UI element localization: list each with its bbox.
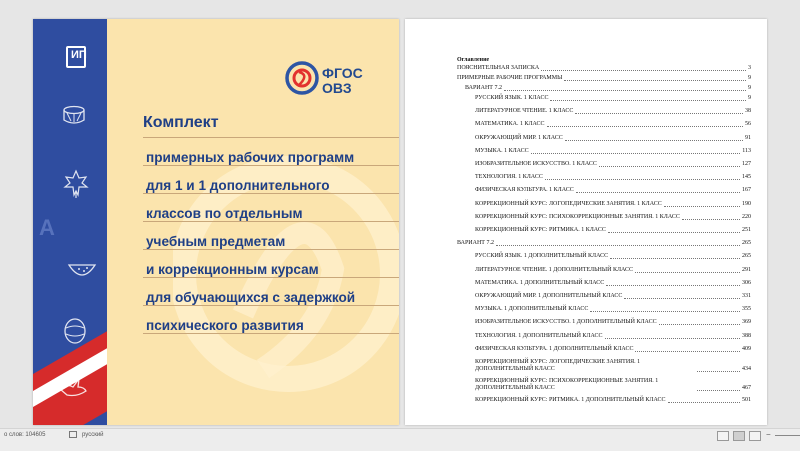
toc-entry[interactable] bbox=[475, 121, 751, 128]
toc-title: Оглавление bbox=[457, 57, 490, 63]
toc-leader-dots bbox=[624, 298, 740, 299]
toc-leader-dots bbox=[668, 402, 740, 403]
publisher-logo-letters: ИП bbox=[71, 49, 87, 61]
toc-entry-page: 409 bbox=[742, 345, 751, 352]
cover-title: Комплект bbox=[143, 114, 219, 131]
cover-subtitle-line: и коррекционным курсам bbox=[146, 262, 319, 277]
toc-entry-page: 167 bbox=[742, 187, 751, 194]
toc-leader-dots bbox=[697, 390, 740, 391]
toc-entry-page: 145 bbox=[742, 174, 751, 181]
toc-entry-label: КОРРЕКЦИОННЫЙ КУРС: ПСИХОКОРРЕКЦИОННЫЕ ЗАНЯТИЯ. 1 КЛАСС bbox=[475, 213, 680, 220]
toc-leader-dots bbox=[496, 245, 740, 246]
dove-icon bbox=[57, 375, 89, 399]
toc-leader-dots bbox=[599, 166, 740, 167]
toc-entry-label: ПОЯСНИТЕЛЬНАЯ ЗАПИСКА bbox=[457, 65, 540, 71]
toc-entry-label: МАТЕМАТИКА. 1 КЛАСС bbox=[475, 121, 545, 128]
toc-entry-page: 355 bbox=[742, 306, 751, 313]
toc-leader-dots bbox=[576, 192, 740, 193]
toc-entry-page: 9 bbox=[748, 95, 751, 101]
web-layout-button[interactable] bbox=[749, 431, 761, 441]
toc-entry-label: ОКРУЖАЮЩИЙ МИР. 1 КЛАСС bbox=[475, 134, 563, 141]
toc-entry[interactable] bbox=[475, 333, 751, 340]
toc-entry-page: 190 bbox=[742, 200, 751, 207]
toc-entry-page: 38 bbox=[745, 108, 751, 115]
fgos-ovz-logo-icon bbox=[285, 61, 319, 95]
toc-leader-dots bbox=[635, 272, 740, 273]
toc-leader-dots bbox=[575, 113, 743, 114]
cover-subtitle-line: психического развития bbox=[146, 318, 304, 333]
toc-entry[interactable] bbox=[475, 280, 751, 287]
toc-entry[interactable] bbox=[475, 214, 751, 221]
divider-line bbox=[143, 249, 399, 250]
toc-page bbox=[405, 19, 767, 425]
toc-leader-dots bbox=[635, 351, 740, 352]
toc-leader-dots bbox=[605, 338, 740, 339]
toc-leader-dots bbox=[590, 311, 740, 312]
toc-leader-dots bbox=[564, 80, 746, 81]
toc-entry-label: ВАРИАНТ 7.2 bbox=[465, 85, 502, 91]
toc-leader-dots bbox=[545, 179, 740, 180]
divider-line bbox=[143, 137, 399, 138]
toc-entry[interactable] bbox=[457, 240, 751, 247]
toc-entry[interactable] bbox=[475, 253, 751, 260]
toc-entry[interactable] bbox=[475, 397, 751, 404]
toc-entry[interactable] bbox=[475, 201, 751, 208]
toc-entry-page: 434 bbox=[742, 366, 751, 372]
toc-entry[interactable] bbox=[457, 65, 751, 72]
toc-entry[interactable] bbox=[475, 319, 751, 326]
toc-leader-dots bbox=[664, 206, 740, 207]
proofing-icon[interactable] bbox=[69, 431, 77, 438]
toc-leader-dots bbox=[565, 140, 743, 141]
toc-leader-dots bbox=[504, 90, 746, 91]
toc-entry[interactable] bbox=[457, 75, 751, 82]
toc-entry-page: 220 bbox=[742, 213, 751, 220]
toc-entry[interactable] bbox=[475, 306, 751, 313]
divider-line bbox=[143, 165, 399, 166]
divider-line bbox=[143, 305, 399, 306]
toc-entry-label: РУССКИЙ ЯЗЫК. 1 КЛАСС bbox=[475, 95, 549, 101]
toc-leader-dots bbox=[682, 219, 740, 220]
toc-entry-label: ЛИТЕРАТУРНОЕ ЧТЕНИЕ. 1 ДОПОЛНИТЕЛЬНЫЙ КЛАСС bbox=[475, 266, 634, 273]
toc-entry[interactable] bbox=[475, 378, 751, 392]
toc-entry[interactable] bbox=[475, 108, 751, 115]
toc-entry-page: 331 bbox=[742, 293, 751, 299]
letter-a-icon: A bbox=[39, 215, 55, 240]
drum-icon bbox=[61, 101, 87, 127]
toc-leader-dots bbox=[541, 70, 746, 71]
toc-leader-dots bbox=[659, 324, 740, 325]
publisher-logo bbox=[66, 46, 86, 68]
toc-entry[interactable] bbox=[475, 359, 751, 373]
toc-entry-label: КОРРЕКЦИОННЫЙ КУРС: РИТМИКА. 1 КЛАСС bbox=[475, 227, 606, 233]
toc-entry[interactable] bbox=[475, 267, 751, 274]
zoom-out-button[interactable]: − bbox=[766, 430, 771, 439]
fgos-ovz-label bbox=[322, 66, 363, 96]
word-count[interactable]: о слов: 104605 bbox=[4, 432, 46, 438]
cover-subtitle-line: для обучающихся с задержкой bbox=[146, 290, 356, 305]
toc-entry-page: 265 bbox=[742, 240, 751, 247]
toc-entry-label: МУЗЫКА. 1 КЛАСС bbox=[475, 147, 529, 154]
toc-entry-label: ОКРУЖАЮЩИЙ МИР. 1 ДОПОЛНИТЕЛЬНЫЙ КЛАСС bbox=[475, 293, 623, 299]
toc-entry-label: ТЕХНОЛОГИЯ. 1 ДОПОЛНИТЕЛЬНЫЙ КЛАСС bbox=[475, 332, 603, 339]
toc-entry-label: КОРРЕКЦИОННЫЙ КУРС: ЛОГОПЕДИЧЕСКИЕ ЗАНЯТИЯ. 1 КЛАСС bbox=[475, 200, 662, 207]
toc-entry-page: 501 bbox=[742, 397, 751, 403]
toc-leader-dots bbox=[531, 153, 741, 154]
toc-entry-label: ВАРИАНТ 7.2 bbox=[457, 240, 494, 247]
toc-entry[interactable] bbox=[475, 148, 751, 155]
toc-leader-dots bbox=[608, 232, 740, 233]
toc-entry-page: 291 bbox=[742, 266, 751, 273]
cover-subtitle-line: классов по отдельным bbox=[146, 206, 303, 221]
toc-entry-page: 3 bbox=[748, 65, 751, 71]
toc-entry-label: КОРРЕКЦИОННЫЙ КУРС: РИТМИКА. 1 ДОПОЛНИТЕЛЬНЫЙ КЛАСС bbox=[475, 397, 666, 403]
toc-entry[interactable] bbox=[475, 95, 751, 102]
toc-entry-label: МАТЕМАТИКА. 1 ДОПОЛНИТЕЛЬНЫЙ КЛАСС bbox=[475, 279, 605, 286]
toc-leader-dots bbox=[547, 126, 743, 127]
cover-subtitle-line: примерных рабочих программ bbox=[146, 150, 355, 165]
cover-subtitle-line: учебным предметам bbox=[146, 234, 286, 249]
toc-entry-page: 113 bbox=[742, 147, 751, 154]
toc-leader-dots bbox=[606, 285, 740, 286]
toc-entry-label: ТЕХНОЛОГИЯ. 1 КЛАСС bbox=[475, 174, 543, 181]
toc-entry-label: ИЗОБРАЗИТЕЛЬНОЕ ИСКУССТВО. 1 КЛАСС bbox=[475, 161, 597, 167]
toc-leader-dots bbox=[697, 371, 740, 372]
read-mode-button[interactable] bbox=[717, 431, 729, 441]
toc-entry-page: 265 bbox=[742, 253, 751, 260]
toc-leader-dots bbox=[550, 100, 746, 101]
toc-entry[interactable] bbox=[475, 161, 751, 168]
toc-entry-page: 388 bbox=[742, 332, 751, 339]
toc-entry-label: ПРИМЕРНЫЕ РАБОЧИЕ ПРОГРАММЫ bbox=[457, 75, 563, 81]
toc-entry-page: 9 bbox=[748, 85, 751, 91]
easter-egg-icon bbox=[63, 315, 87, 345]
divider-line bbox=[143, 193, 399, 194]
toc-entry-page: 306 bbox=[742, 279, 751, 286]
watermelon-icon bbox=[67, 259, 97, 281]
toc-entry[interactable] bbox=[475, 293, 751, 300]
language-indicator[interactable]: русский bbox=[82, 432, 104, 438]
print-layout-button[interactable] bbox=[733, 431, 745, 441]
toc-entry-label: ФИЗИЧЕСКАЯ КУЛЬТУРА. 1 ДОПОЛНИТЕЛЬНЫЙ КЛАСС bbox=[475, 345, 634, 352]
cover-page bbox=[33, 19, 399, 425]
toc-entry[interactable] bbox=[475, 227, 751, 234]
toc-entry-label: КОРРЕКЦИОННЫЙ КУРС: ПСИХОКОРРЕКЦИОННЫЕ ЗАНЯТИЯ. 1 ДОПОЛНИТЕЛЬНЫЙ КЛАСС bbox=[475, 378, 659, 391]
toc-entry[interactable] bbox=[475, 174, 751, 181]
maple-leaf-icon bbox=[63, 169, 89, 199]
toc-entry-page: 127 bbox=[742, 161, 751, 167]
cover-subtitle-line: для 1 и 1 дополнительного bbox=[146, 178, 330, 193]
toc-entry-label: РУССКИЙ ЯЗЫК. 1 ДОПОЛНИТЕЛЬНЫЙ КЛАСС bbox=[475, 253, 609, 260]
fgos-label: ФГОС bbox=[322, 65, 363, 81]
toc-entry-page: 251 bbox=[742, 227, 751, 233]
toc-entry[interactable] bbox=[475, 135, 751, 142]
toc-entry-page: 91 bbox=[745, 134, 751, 141]
divider-line bbox=[143, 333, 399, 334]
toc-entry-label: КОРРЕКЦИОННЫЙ КУРС: ЛОГОПЕДИЧЕСКИЕ ЗАНЯТИЯ. 1 ДОПОЛНИТЕЛЬНЫЙ КЛАСС bbox=[475, 359, 641, 372]
toc-entry-label: МУЗЫКА. 1 ДОПОЛНИТЕЛЬНЫЙ КЛАСС bbox=[475, 306, 589, 313]
status-bar bbox=[0, 428, 800, 451]
toc-entry-label: ФИЗИЧЕСКАЯ КУЛЬТУРА. 1 КЛАСС bbox=[475, 187, 574, 194]
toc-entry-page: 369 bbox=[742, 319, 751, 326]
toc-entry[interactable] bbox=[475, 346, 751, 353]
toc-entry-page: 56 bbox=[745, 121, 751, 128]
toc-entry-label: ИЗОБРАЗИТЕЛЬНОЕ ИСКУССТВО. 1 ДОПОЛНИТЕЛЬНЫЙ КЛАСС bbox=[475, 319, 657, 326]
toc-entry-page: 467 bbox=[742, 385, 751, 391]
zoom-slider[interactable] bbox=[775, 435, 800, 436]
toc-entry-label: ЛИТЕРАТУРНОЕ ЧТЕНИЕ. 1 КЛАСС bbox=[475, 108, 574, 115]
toc-entry[interactable] bbox=[465, 85, 751, 92]
divider-line bbox=[143, 221, 399, 222]
toc-entry-page: 9 bbox=[748, 75, 751, 81]
divider-line bbox=[143, 277, 399, 278]
toc-entry[interactable] bbox=[475, 187, 751, 194]
toc-leader-dots bbox=[610, 258, 740, 259]
ovz-label: ОВЗ bbox=[322, 80, 352, 96]
